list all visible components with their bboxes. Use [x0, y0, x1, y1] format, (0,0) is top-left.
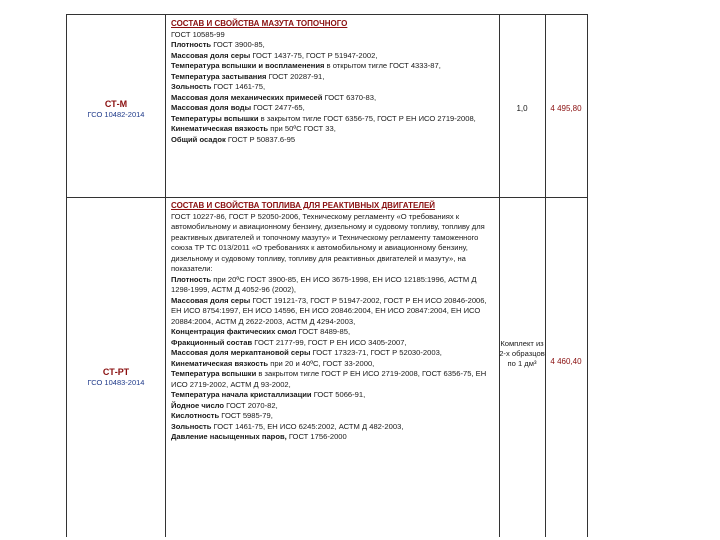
standards-table	[66, 14, 588, 537]
table-row	[67, 197, 587, 537]
spec-property: Плотность	[171, 40, 212, 49]
spec-standard: ГОСТ 2477-65,	[251, 103, 305, 112]
spec-property: Йодное число	[171, 400, 225, 410]
spec-property: Температура начала кристаллизации	[171, 390, 312, 399]
spec-line	[171, 327, 497, 338]
spec-property: Плотность	[171, 274, 212, 284]
spec-property: Массовая доля механических примесей	[171, 92, 323, 102]
gso-number: ГСО 10483-2014	[87, 378, 145, 387]
spec-standard: ГОСТ 8489-85,	[296, 327, 351, 336]
spec-property: Зольность	[171, 421, 212, 431]
spec-standard: ГОСТ 17323-71, ГОСТ Р 52030-2003,	[310, 348, 442, 357]
spec-standard: ГОСТ 20287-91,	[266, 71, 325, 81]
spec-standard: ГОСТ 5066-91,	[311, 390, 366, 399]
spec-line	[171, 422, 497, 433]
spec-standard: ГОСТ 2070-82,	[224, 400, 278, 410]
spec-property: Массовая доля воды	[171, 103, 252, 112]
spec-standard: при 20ºС ГОСТ 3900-85, ЕН ИСО 3675-1998, ЕН ИСО 12185:1996, АСТМ Д 1298-1999, АСТМ Д 4052-96 (2002),	[171, 274, 477, 294]
spec-line	[171, 401, 497, 412]
spec-line	[171, 114, 497, 125]
spec-line	[171, 72, 497, 83]
spec-property: Кинематическая вязкость	[171, 358, 269, 368]
spec-line	[171, 40, 497, 51]
spec-standard: в закрытом тигле ГОСТ Р ЕН ИСО 2719-2008, ГОСТ 6356-75, ЕН ИСО 2719-2002, АСТМ Д 93-2002,	[171, 369, 487, 389]
spec-line	[171, 61, 497, 72]
spec-line	[171, 93, 497, 104]
spec-property: Температура вспышки	[171, 369, 257, 378]
spec-standard: ГОСТ 1437-75, ГОСТ Р 51947-2002,	[250, 50, 378, 60]
spec-standard: при 50ºС ГОСТ 33,	[268, 124, 336, 133]
quantity: 1,0	[516, 104, 528, 113]
spec-property: Температура застывания	[171, 71, 267, 81]
spec-property: Кислотность	[171, 411, 220, 420]
price: 4 460,40	[550, 357, 582, 366]
spec-line	[171, 296, 497, 328]
spec-line	[171, 30, 497, 41]
spec-property: Концентрация фактических смол	[171, 327, 297, 336]
spec-standard: ГОСТ 3900-85,	[211, 40, 265, 49]
spec-standard: ГОСТ 5985-79,	[219, 411, 273, 420]
spec-line	[171, 135, 497, 146]
spec-standard: при 20 и 40ºС, ГОСТ 33-2000,	[268, 358, 375, 368]
spec-line	[171, 212, 497, 275]
spec-line	[171, 348, 497, 359]
spec-line	[171, 51, 497, 62]
spec-property: Температура вспышки и воспламенения	[171, 61, 325, 70]
spec-property: Давление насыщенных паров,	[171, 432, 287, 441]
gso-number: ГСО 10482-2014	[87, 110, 145, 119]
spec-line	[171, 432, 497, 443]
spec-standard: в закрытом тигле ГОСТ 6356-75, ГОСТ Р ЕН ИСО 2719-2008,	[258, 113, 476, 123]
description-cell	[171, 201, 497, 443]
price: 4 495,80	[550, 104, 582, 113]
spec-line	[171, 411, 497, 422]
spec-standard: в открытом тигле ГОСТ 4333-87,	[324, 61, 441, 70]
spec-standard: ГОСТ Р 50837.6-95	[225, 134, 296, 144]
section-title: СОСТАВ И СВОЙСТВА МАЗУТА ТОПОЧНОГО	[171, 19, 348, 28]
spec-standard: ГОСТ 1461-75, ЕН ИСО 6245:2002, АСТМ Д 482-2003,	[211, 421, 404, 431]
spec-standard: ГОСТ 1461-75,	[211, 82, 266, 91]
section-title: СОСТАВ И СВОЙСТВА ТОПЛИВА ДЛЯ РЕАКТИВНЫХ ДВИГАТЕЛЕЙ	[171, 201, 436, 210]
spec-standard: ГОСТ 10227-86, ГОСТ Р 52050-2006, Техническому регламенту «О требованиях к автомобильному и авиационному бензину, дизельному и судовому топливу, топливу для реактивных двигателей и топочному мазуту» и Техническому регламенту таможенного союза ТР ТС 013/2011 «О требованиях к автомобильному и авиационному бензину, дизельному и судовому топливу, топливу для реактивных двигателей и мазуту», на показатели:	[171, 211, 485, 273]
spec-line	[171, 103, 497, 114]
spec-property: Кинематическая вязкость	[171, 124, 269, 133]
spec-standard: ГОСТ 2177-99, ГОСТ Р ЕН ИСО 3405-2007,	[252, 337, 407, 347]
spec-standard: ГОСТ 19121-73, ГОСТ Р 51947-2002, ГОСТ Р ЕН ИСО 20846-2006, ЕН ИСО 8754:1997, ЕН ИСО 14596, ЕН ИСО 20846:2004, ЕН ИСО 20847:2004, ЕН ИСО 20884:2004, АСТМ Д 2622-2003, АСТМ Д 4294-2003,	[171, 295, 487, 326]
quantity: Комплект из 2-х образцов по 1 дм³	[499, 339, 545, 368]
spec-line	[171, 338, 497, 349]
spec-line	[171, 359, 497, 370]
table-row	[67, 15, 587, 197]
spec-standard: ГОСТ 10585-99	[171, 29, 225, 39]
sample-code-cell	[67, 367, 165, 388]
spec-line	[171, 390, 497, 401]
spec-property: Общий осадок	[171, 134, 226, 144]
spec-line	[171, 275, 497, 296]
spec-line	[171, 369, 497, 390]
sample-code-cell	[67, 99, 165, 120]
spec-property: Массовая доля серы	[171, 295, 251, 305]
spec-standard: ГОСТ 6370-83,	[322, 92, 377, 102]
spec-property: Фракционный состав	[171, 337, 253, 347]
spec-property: Зольность	[171, 82, 212, 91]
spec-line	[171, 82, 497, 93]
spec-property: Температуры вспышки	[171, 113, 259, 123]
spec-property: Массовая доля серы	[171, 50, 251, 60]
spec-line	[171, 124, 497, 135]
spec-property: Массовая доля меркаптановой серы	[171, 348, 311, 357]
spec-standard: ГОСТ 1756-2000	[286, 432, 347, 441]
sample-code: СТ-РТ	[102, 367, 130, 377]
sample-code: СТ-М	[104, 99, 128, 109]
description-cell	[171, 19, 497, 145]
